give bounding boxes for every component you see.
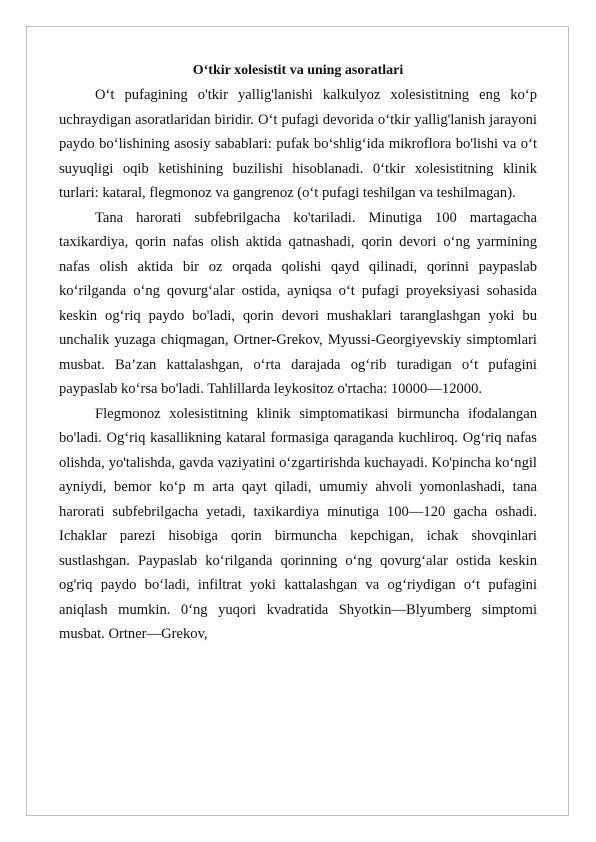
paragraph-1: O‘t pufagining o'tkir yallig'lanishi kalkulyoz xolesistitning eng ko‘p uchraydigan asoratlaridan biridir. O‘t pufagi devorida o‘tkir yallig'lanish jarayoni paydo bo‘lishining asosiy sabablari: pufak bo‘shlig‘ida mikroflora bo'lishi va o‘t suyuqligi oqib ketishining buzilishi hisoblanadi. 0‘tkir xolesistitning klinik turlari: kataral, flegmonoz va gangrenoz (o‘t pufagi teshilgan va teshilmagan). bbox=[59, 87, 537, 201]
document-body bbox=[59, 59, 537, 647]
paragraph-3: Flegmonoz xolesistitning klinik simptomatikasi birmuncha ifodalangan bo'ladi. Og‘riq kasallikning kataral formasiga qaraganda kuchliroq. Og‘riq nafas olishda, yo'talishda, gavda vaziyatini o‘zgartirishda kuchayadi. Ko'pincha ko‘ngil ayniydi, bemor ko‘p m arta qayt qiladi, umumiy ahvoli yomonlashadi, tana harorati subfebrilgacha yetadi, taxikardiya minutiga 100—120 gacha oshadi. Ichaklar parezi hisobiga qorin birmuncha kepchigan, ichak shovqinlari sustlashgan. Paypaslab ko‘rilganda qorinning o‘ng qovurg‘alar ostida keskin og'riq paydo bo‘ladi, infiltrat yoki kattalashgan va og‘riydigan o‘t pufagini aniqlash mumkin. 0‘ng yuqori kvadratida Shyotkin—Blyumberg simptomi musbat. Ortner—Grekov, bbox=[59, 405, 537, 642]
paragraph-2: Tana harorati subfebrilgacha ko'tariladi. Minutiga 100 martagacha taxikardiya, qorin nafas olish aktida qatnashadi, qorin devori o‘ng yarmining nafas olish aktida bir oz orqada qolishi qayd qilinadi, qorinni paypaslab ko‘rilganda o‘ng qovurg‘alar ostida, ayniqsa o‘t pufagi proyeksiyasi sohasida keskin og‘riq paydo bo'ladi, qorin devori mushaklari taranglashgan yoki bu unchalik yuzaga chiqmagan, Ortner-Grekov, Myussi-Georgiyevskiy simptomlari musbat. Ba’zan kattalashgan, o‘rta darajada og‘rib turadigan o‘t pufagini paypaslab ko‘rsa bo'ladi. Tahlillarda leykositoz o'rtacha: 10000—12000. bbox=[59, 209, 537, 397]
document-title: O‘tkir xolesistit va uning asoratlari bbox=[192, 63, 404, 78]
